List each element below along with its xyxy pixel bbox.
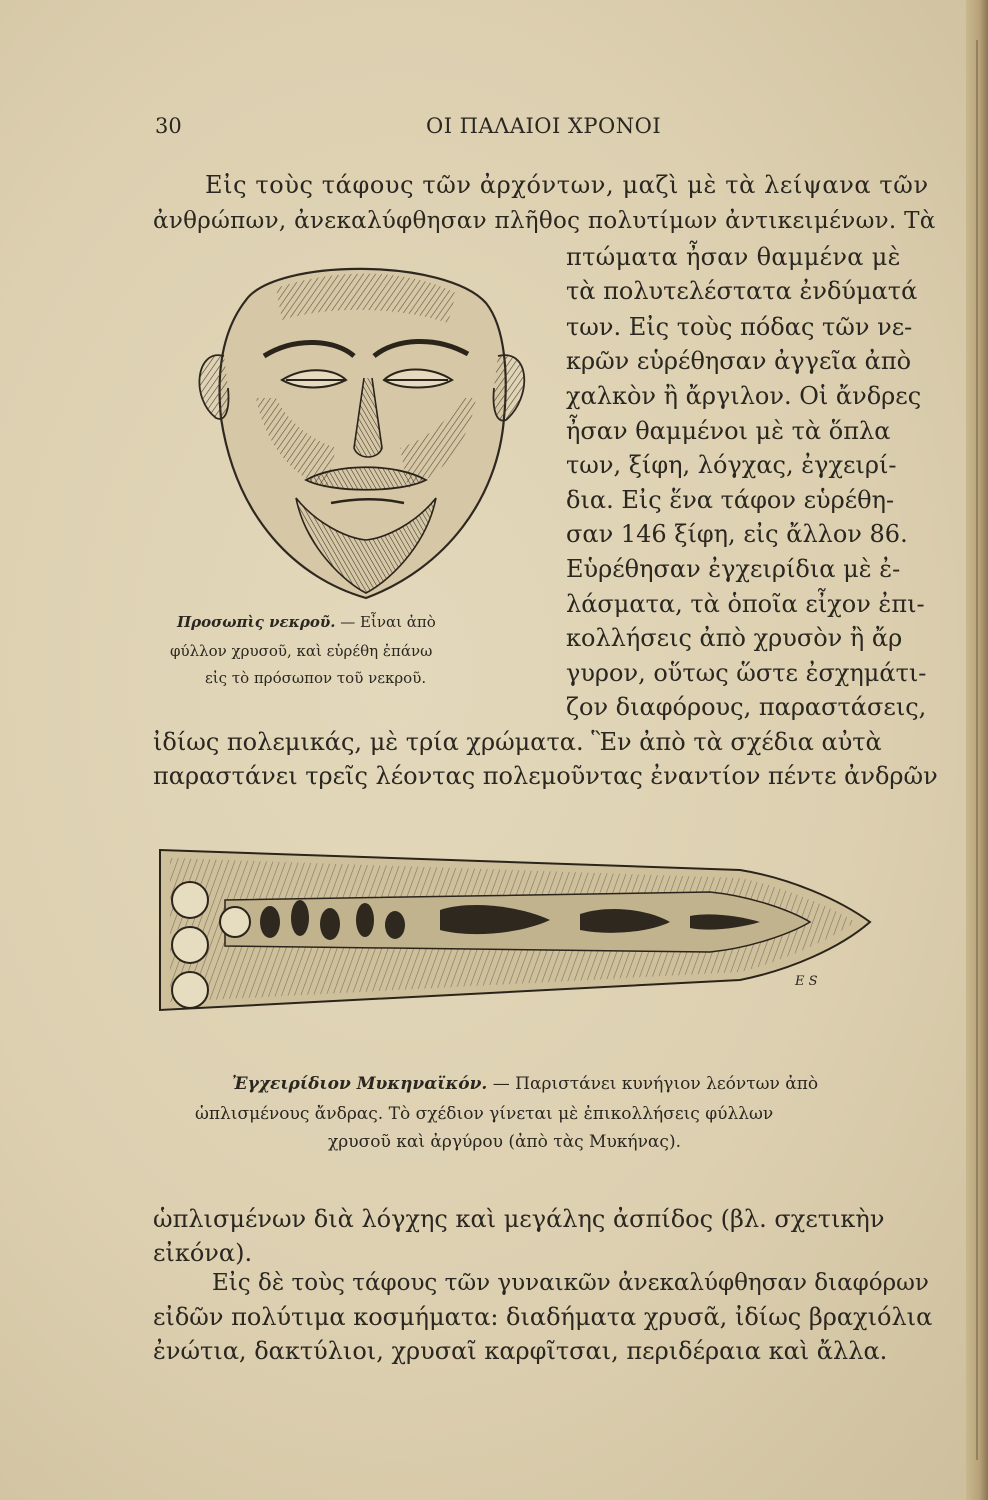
running-title: ΟΙ ΠΑΛΑΙΟΙ ΧΡΟΝΟΙ [426,114,662,138]
book-edge [966,0,988,1500]
text-line: ἦσαν θαμμένοι μὲ τὰ ὅπλα [566,417,891,445]
text-line: λάσματα, τὰ ὁποῖα εἶχον ἐπι- [566,590,925,618]
text-line: Εὑρέθησαν ἐγχειρίδια μὲ ἐ- [566,555,901,583]
text-line: κολλήσεις ἀπὸ χρυσὸν ἢ ἄρ [566,624,903,652]
caption-title: Προσωπὶς νεκροῦ. [177,613,336,631]
text-line: χαλκὸν ἢ ἄργιλον. Οἱ ἄνδρες [566,382,922,410]
text-line: δια. Εἰς ἕνα τάφον εὑρέθη- [566,486,895,514]
text-line: των. Εἰς τοὺς πόδας τῶν νε- [566,313,913,341]
caption-text: εἰς τὸ πρόσωπον τοῦ νεκροῦ. [205,669,427,687]
text-line: εἰδῶν πολύτιμα κοσμήματα: διαδήματα χρυσᾶ, ἰδίως βραχιόλια [153,1303,933,1331]
caption-text: ὡπλισμένους ἄνδρας. Τὸ σχέδιον γίνεται μὲ ἐπικολλήσεις φύλλων [195,1104,774,1124]
text-line: σαν 146 ξίφη, εἰς ἄλλον 86. [566,520,908,548]
caption-text: — Παριστάνει κυνήγιον λεόντων ἀπὸ [492,1074,819,1094]
text-line: ἀνθρώπων, ἀνεκαλύφθησαν πλῆθος πολυτίμων ἀντικειμένων. Τὰ [153,208,936,234]
text-line: ἰδίως πολεμικάς, μὲ τρία χρώματα. Ἓν ἀπὸ τὰ σχέδια αὐτὰ [153,728,882,756]
text-line: Εἰς δὲ τοὺς τάφους τῶν γυναικῶν ἀνεκαλύφθησαν διαφόρων [212,1270,929,1296]
text-line: γυρον, οὕτως ὥστε ἐσχημάτι- [566,659,927,687]
text-line: πτώματα ἦσαν θαμμένα μὲ [566,243,901,271]
text-line: ζον διαφόρους, παραστάσεις, [566,693,927,721]
text-line: κρῶν εὑρέθησαν ἀγγεῖα ἀπὸ [566,347,912,375]
page-header [0,114,988,144]
text-line: τὰ πολυτελέστατα ἐνδύματά [566,277,918,305]
text-line: εἰκόνα). [153,1239,253,1267]
mycenaean-dagger-drawing-icon [150,830,880,1030]
gold-mask-drawing-icon [186,248,536,610]
caption-text: φύλλον χρυσοῦ, καὶ εὑρέθη ἐπάνω [170,642,433,660]
caption-text: χρυσοῦ καὶ ἀργύρου (ἀπὸ τὰς Μυκήνας). [328,1132,681,1152]
text-line: ὡπλισμένων διὰ λόγχης καὶ μεγάλης ἀσπίδος (βλ. σχετικὴν [153,1205,885,1233]
text-line: Εἰς τοὺς τάφους τῶν ἀρχόντων, μαζὶ μὲ τὰ λείψανα τῶν [205,171,929,199]
page-number: 30 [155,114,182,138]
caption-text: — Εἶναι ἀπὸ [340,613,436,631]
engraver-signature: E S [795,974,818,989]
text-line: παραστάνει τρεῖς λέοντας πολεμοῦντας ἐναντίον πέντε ἀνδρῶν [153,762,938,790]
text-line: των, ξίφη, λόγχας, ἐγχειρί- [566,451,897,479]
text-line: ἐνώτια, δακτύλιοι, χρυσαῖ καρφῖτσαι, περιδέραια καὶ ἄλλα. [153,1337,888,1365]
caption-title: Ἐγχειρίδιον Μυκηναϊκόν. [232,1074,488,1094]
